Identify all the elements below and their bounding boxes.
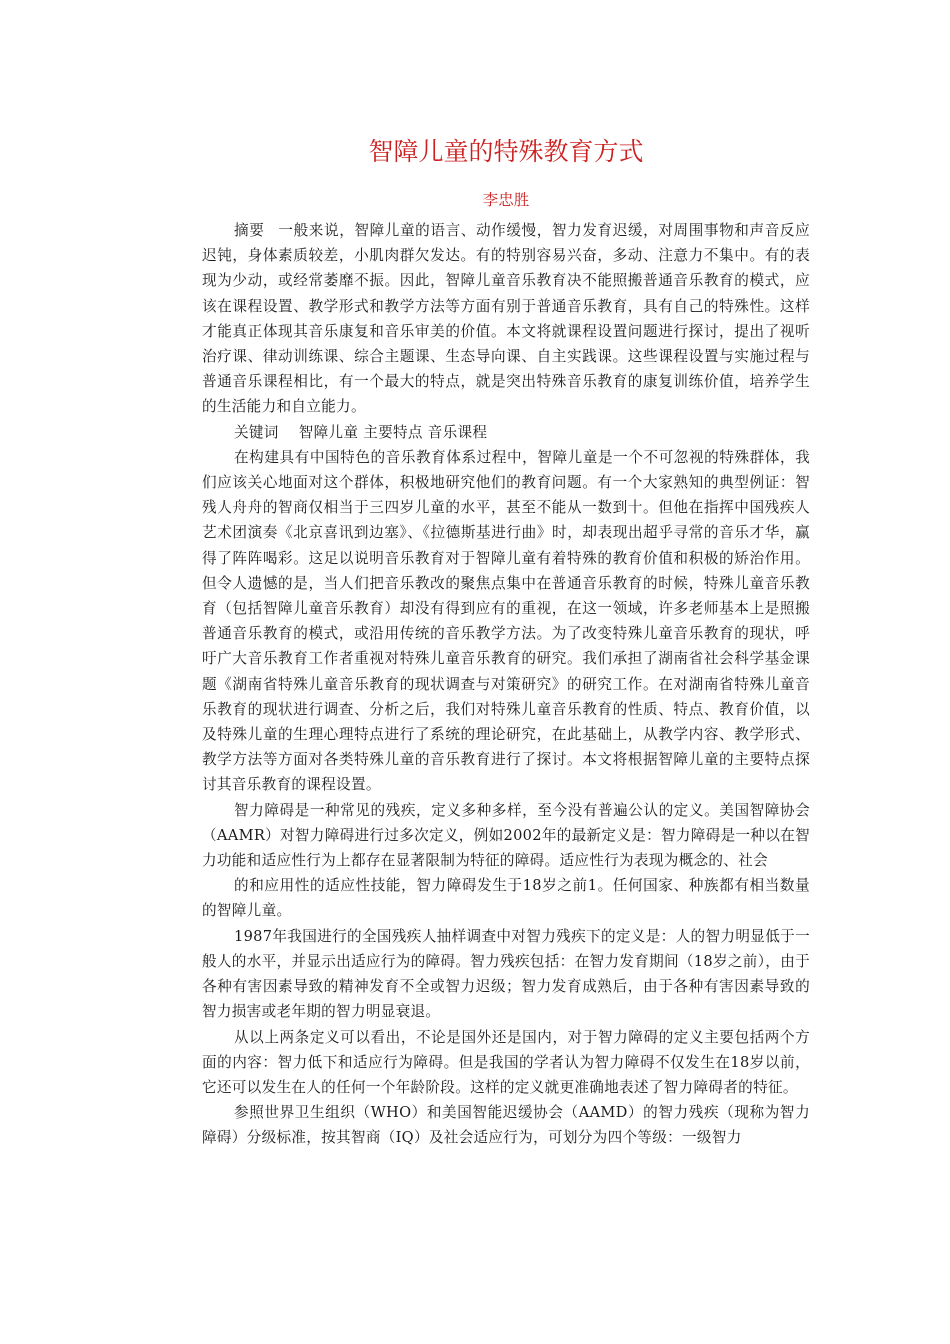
keywords-paragraph	[202, 420, 810, 445]
body-paragraph: 智力障碍是一种常见的残疾，定义多种多样，至今没有普遍公认的定义。美国智障协会（AAMR）对智力障碍进行过多次定义，例如2002年的最新定义是：智力障碍是一种以在智力功能和适应性行为上都存在显著限制为特征的障碍。适应性行为表现为概念的、社会	[202, 801, 810, 870]
keywords-text: 智障儿童 主要特点 音乐课程	[298, 423, 488, 441]
keywords-label: 关键词	[234, 423, 279, 441]
abstract-text: 一般来说，智障儿童的语言、动作缓慢，智力发育迟缓，对周围事物和声音反应迟钝，身体素质较差，小肌肉群欠发达。有的特别容易兴奋，多动、注意力不集中。有的表现为少动，或经常萎靡不振。因此，智障儿童音乐教育决不能照搬普通音乐教育的模式，应该在课程设置、教学形式和教学方法等方面有别于普通音乐教育，具有自己的特殊性。这样才能真正体现其音乐康复和音乐审美的价值。本文将就课程设置问题进行探讨，提出了视听治疗课、律动训练课、综合主题课、生态导向课、自主实践课。这些课程设置与实施过程与普通音乐课程相比，有一个最大的特点，就是突出特殊音乐教育的康复训练价值，培养学生的生活能力和自立能力。	[202, 222, 810, 416]
document-author: 李忠胜	[482, 191, 530, 209]
body-paragraph: 参照世界卫生组织（WHO）和美国智能迟缓协会（AAMD）的智力残疾（现称为智力障碍）分级标准，按其智商（IQ）及社会适应行为，可划分为四个等级：一级智力	[202, 1104, 810, 1147]
body-paragraph: 的和应用性的适应性技能，智力障碍发生于18岁之前1。任何国家、种族都有相当数量的智障儿童。	[202, 877, 810, 920]
document-page	[202, 132, 810, 1151]
abstract-label: 摘要	[234, 222, 265, 239]
body-paragraph: 1987年我国进行的全国残疾人抽样调查中对智力残疾下的定义是：人的智力明显低于一般人的水平，并显示出适应行为的障碍。智力残疾包括：在智力发育期间（18岁之前），由于各种有害因素导致的精神发育不全或智力迟级；智力发育成熟后，由于各种有害因素导致的智力损害或老年期的智力明显衰退。	[202, 927, 810, 1021]
body-paragraph: 从以上两条定义可以看出，不论是国外还是国内，对于智力障碍的定义主要包括两个方面的内容：智力低下和适应行为障碍。但是我国的学者认为智力障碍不仅发生在18岁以前，它还可以发生在人的任何一个年龄阶段。这样的定义就更准确地表述了智力障碍者的特征。	[202, 1028, 810, 1096]
document-title: 智障儿童的特殊教育方式	[368, 137, 644, 166]
abstract-paragraph	[202, 218, 810, 420]
body-paragraph: 在构建具有中国特色的音乐教育体系过程中，智障儿童是一个不可忽视的特殊群体，我们应该关心地面对这个群体，积极地研究他们的教育问题。有一个大家熟知的典型例证：智残人舟舟的智商仅相当于三四岁儿童的水平，甚至不能从一数到十。但他在指挥中国残疾人艺术团演奏《北京喜讯到边塞》、《拉德斯基进行曲》时，却表现出超乎寻常的音乐才华，赢得了阵阵喝彩。这足以说明音乐教育对于智障儿童有着特殊的教育价值和积极的矫治作用。但令人遗憾的是，当人们把音乐教改的聚焦点集中在普通音乐教育的时候，特殊儿童音乐教育（包括智障儿童音乐教育）却没有得到应有的重视，在这一领域，许多老师基本上是照搬普通音乐教育的模式，或沿用传统的音乐教学方法。为了改变特殊儿童音乐教育的现状，呼吁广大音乐教育工作者重视对特殊儿童音乐教育的研究。我们承担了湖南省社会科学基金课题《湖南省特殊儿童音乐教育的现状调查与对策研究》的研究工作。在对湖南省特殊儿童音乐教育的现状进行调查、分析之后，我们对特殊儿童音乐教育的性质、特点、教育价值，以及特殊儿童的生理心理特点进行了系统的理论研究，在此基础上，从教学内容、教学形式、教学方法等方面对各类特殊儿童的音乐教育进行了探讨。本文将根据智障儿童的主要特点探讨其音乐教育的课程设置。	[202, 448, 810, 794]
